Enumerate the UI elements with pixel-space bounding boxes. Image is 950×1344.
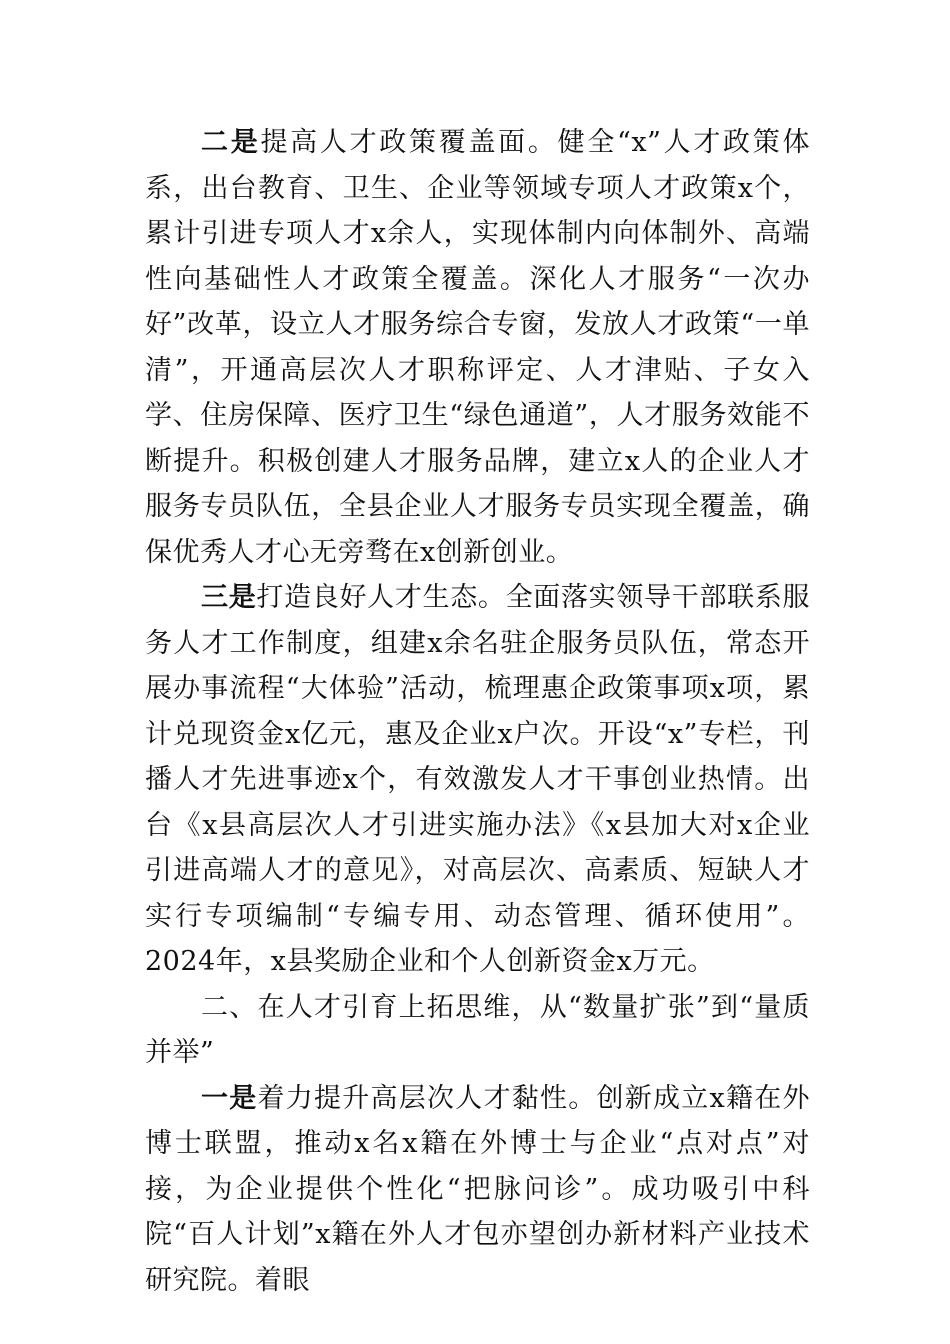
document-body (145, 120, 810, 1303)
paragraph-talent-ecology (145, 575, 810, 985)
paragraph-high-level-talent (145, 1076, 810, 1304)
paragraph-lead: 二是 (201, 127, 261, 158)
section-heading (145, 985, 810, 1076)
paragraph-text: 打造良好人才生态。全面落实领导干部联系服务人才工作制度，组建x余名驻企服务员队伍，常态开展办事流程“大体验”活动，梳理惠企政策事项x项，累计兑现资金x亿元，惠及企业x户次。开设“x”专栏，刊播人才先进事迹x个，有效激发人才干事创业热情。出台《x县高层次人才引进实施办法》《x县加大对x企业引进高端人才的意见》，对高层次、高素质、短缺人才实行专项编制“专编专用、动态管理、循环使用”。2024年，x县奖励企业和个人创新资金x万元。 (145, 582, 811, 977)
section-heading-text: 二、在人才引育上拓思维，从“数量扩张”到“量质并举” (145, 991, 810, 1068)
paragraph-lead: 三是 (201, 582, 257, 613)
paragraph-policy-coverage (145, 120, 810, 575)
paragraph-text: 着力提升高层次人才黏性。创新成立x籍在外博士联盟，推动x名x籍在外博士与企业“点对点”对接，为企业提供个性化“把脉问诊”。成功吸引中科院“百人计划”x籍在外人才包亦望创办新材料产业技术研究院。着眼 (145, 1082, 811, 1296)
paragraph-lead: 一是 (201, 1082, 258, 1114)
paragraph-text: 提高人才政策覆盖面。健全“x”人才政策体系，出台教育、卫生、企业等领域专项人才政策x个，累计引进专项人才x余人，实现体制内向体制外、高端性向基础性人才政策全覆盖。深化人才服务“一次办好”改革，设立人才服务综合专窗，发放人才政策“一单清”，开通高层次人才职称评定、人才津贴、子女入学、住房保障、医疗卫生“绿色通道”，人才服务效能不断提升。积极创建人才服务品牌，建立x人的企业人才服务专员队伍，全县企业人才服务专员实现全覆盖，确保优秀人才心无旁骛在x创新创业。 (145, 127, 810, 568)
